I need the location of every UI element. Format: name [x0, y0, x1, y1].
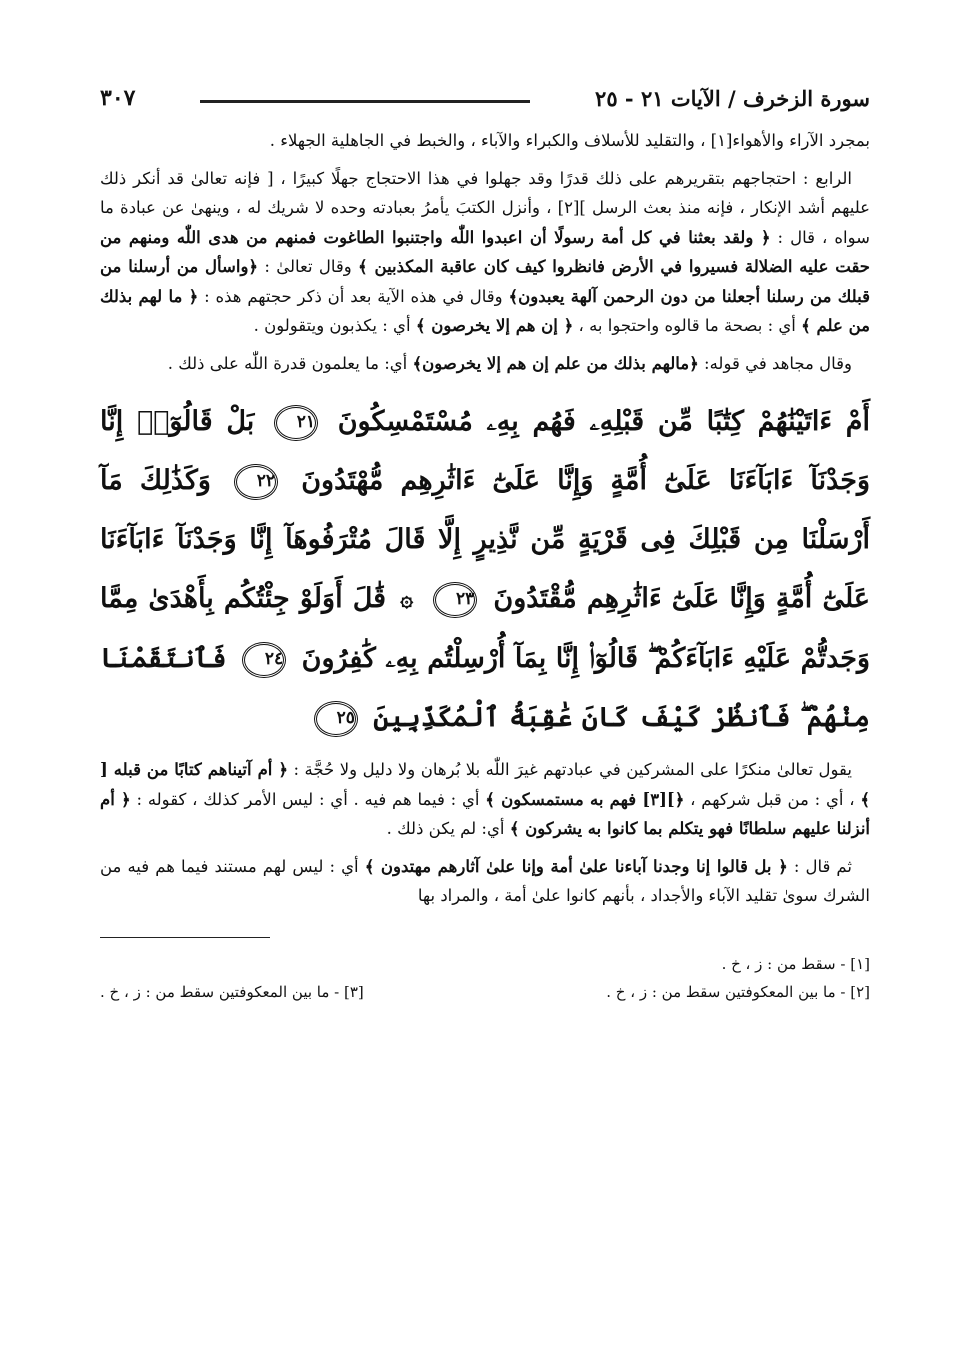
paragraph-1: [100, 126, 870, 156]
footnote-rule: [100, 937, 270, 938]
p3-text-a: وقال مجاهد في قوله:: [698, 353, 852, 373]
page-header: [100, 78, 870, 118]
p5-text-c: أي : ليس لهم مستند فيما هم فيه من الشرك سوىٰ تقليد الآباء والأجداد ، بأنهم كانوا علىٰ أمة ، والمراد بها: [100, 856, 870, 905]
p2-text-g: أي : بصحة ما قالوه واحتجوا به ،: [573, 316, 802, 335]
p2-text-i: أي : يكذبون ويتقولون .: [253, 316, 416, 335]
verse-quote: ﴿ إن هم إلا يخرصون ﴾: [415, 316, 574, 335]
footnote-3: [٣] - ما بين المعكوفتين سقط من : ز ، خ .: [100, 982, 364, 1001]
verse-number-24: ٢٤: [242, 642, 286, 678]
footnotes: [100, 950, 870, 1006]
p5-text-a: ثم قال :: [787, 856, 852, 876]
paragraph-1-text: بمجرد الآراء والأهواء[١] ، والتقليد للأسلاف والكبراء والآباء ، والخبط في الجاهلية الجهلاء .: [269, 131, 870, 150]
verse-23: وَكَذَٰلِكَ مَآ أَرْسَلْنَا مِن قَبْلِكَ فِى قَرْيَةٍ مِّن نَّذِيرٍ إِلَّا قَالَ مُتْرَفُوهَآ إِنَّا وَجَدْنَآ ءَابَآءَنَا عَلَىٰٓ أُمَّةٍ وَإِنَّا عَلَىٰٓ ءَاثَٰرِهِم مُّقْتَدُونَ: [100, 465, 870, 614]
verse-quote: ﴿ أم أنزلنا عليهم سلطانًا فهو يتكلم بما كانوا به يشركون ﴾: [100, 789, 870, 838]
p4-text-g: أي: لم يكن ذلك .: [386, 819, 510, 838]
verse-quote: ﴿ أم آتيناهم كتابًا من قبله [ ﴾: [100, 760, 870, 809]
verse-quote: ﴿ ما لهم بذلك من علم ﴾: [100, 286, 870, 335]
p4-text-a: يقول تعالىٰ منكرًا على المشركين في عبادتهم غيرَ اللّٰه بلا بُرهان ولا دليل ولا حُجَّة :: [288, 760, 852, 779]
verse-21: أَمْ ءَاتَيْنَٰهُمْ كِتَٰبًا مِّن قَبْلِهِۦ فَهُم بِهِۦ مُسْتَمْسِكُونَ: [337, 406, 870, 437]
p3-text-c: أي: ما يعلمون قدرة اللّٰه على ذلك .: [167, 353, 413, 373]
verse-22: بَلْ قَالُوٓا۟ إِنَّا وَجَدْنَآ ءَابَآءَنَا عَلَىٰٓ أُمَّةٍ وَإِنَّا عَلَىٰٓ ءَاثَٰرِهِم مُّهْتَدُونَ: [100, 406, 870, 496]
p2-text-a: الرابع : احتجاجهم بتقريرهم على ذلك قدرًا وقد جهلوا في هذا الاحتجاج جهلًا كبيرًا ، [ فإنه تعالىٰ قد أنكر ذلك عليهم أشد الإنكار ، فإنه منذ بعث الرسل ][٢] ، وأنزل الكتبَ يأمرُ بعبادته وحده لا شريك له ، وينهىٰ عن عبادة ما سواه ، قال :: [100, 168, 871, 247]
book-page: [100, 78, 870, 1006]
p2-text-e: وقال في هذه الآية بعد أن ذكر حجتهم هذه :: [198, 286, 509, 306]
p4-text-c: ، أي : من قبل شركهم ،: [684, 789, 861, 809]
verse-number-23: ٢٣: [433, 582, 477, 618]
footnote-2: [٢] - ما بين المعكوفتين سقط من : ز ، خ .: [606, 982, 870, 1001]
p2-text-c: وقال تعالىٰ :: [258, 257, 359, 276]
verse-quote: ﴿مالهم بذلك من علم إن هم إلا يخرصون﴾: [412, 353, 699, 373]
footnote-1: [١] - سقط من : ز ، خ .: [721, 954, 870, 973]
verse-number-25: ٢٥: [314, 701, 358, 737]
verse-25: فَٱنتَقَمْنَا مِنْهُمْ ۖ فَٱنظُرْ كَيْفَ كَانَ عَٰقِبَةُ ٱلْمُكَذِّبِينَ: [100, 643, 870, 733]
paragraph-2: [100, 164, 870, 341]
verse-number-22: ٢٢: [234, 464, 278, 500]
running-title: سورة الزخرف / الآيات ٢١ - ٢٥: [595, 85, 870, 111]
paragraph-3: [100, 349, 870, 379]
verse-quote: ﴿ بل قالوا إنا وجدنا آباءنا علىٰ أمة وإنا علىٰ آثارهم مهتدون ﴾: [364, 856, 788, 876]
header-rule: [200, 100, 530, 103]
p4-text-e: أي : فيما هم فيه . أي : ليس الأمر كذلك ، كقوله :: [130, 789, 486, 809]
verse-number-21: ٢١: [274, 405, 318, 441]
verse-quote: ﴿واسأل من أرسلنا من قبلك من رسلنا أجعلنا من دون الرحمن آلهة يعبدون﴾: [100, 257, 870, 306]
quran-verses-block: [100, 392, 870, 747]
verse-24: قَٰلَ أَوَلَوْ جِئْتُكُم بِأَهْدَىٰ مِمَّا وَجَدتُّمْ عَلَيْهِ ءَابَآءَكُمْ ۖ قَالُوٓا۟ إِنَّا بِمَآ أُرْسِلْتُم بِهِۦ كَٰفِرُونَ: [100, 583, 871, 674]
paragraph-5: [100, 852, 870, 911]
page-number: ٣٠٧: [100, 85, 136, 111]
paragraph-4: [100, 755, 870, 844]
verse-quote: ﴿ ولقد بعثنا في كل أمة رسولًا أن اعبدوا اللّٰه واجتنبوا الطاغوت فمنهم من هدى اللّٰه ومنهم من حقت عليه الضلالة فسيروا في الأرض فانظروا كيف كان عاقبة المكذبين ﴾: [100, 227, 870, 276]
verse-quote: ﴿][٣] فهم به مستمسكون ﴾: [485, 789, 685, 809]
hizb-marker-icon: ۞: [400, 586, 414, 612]
